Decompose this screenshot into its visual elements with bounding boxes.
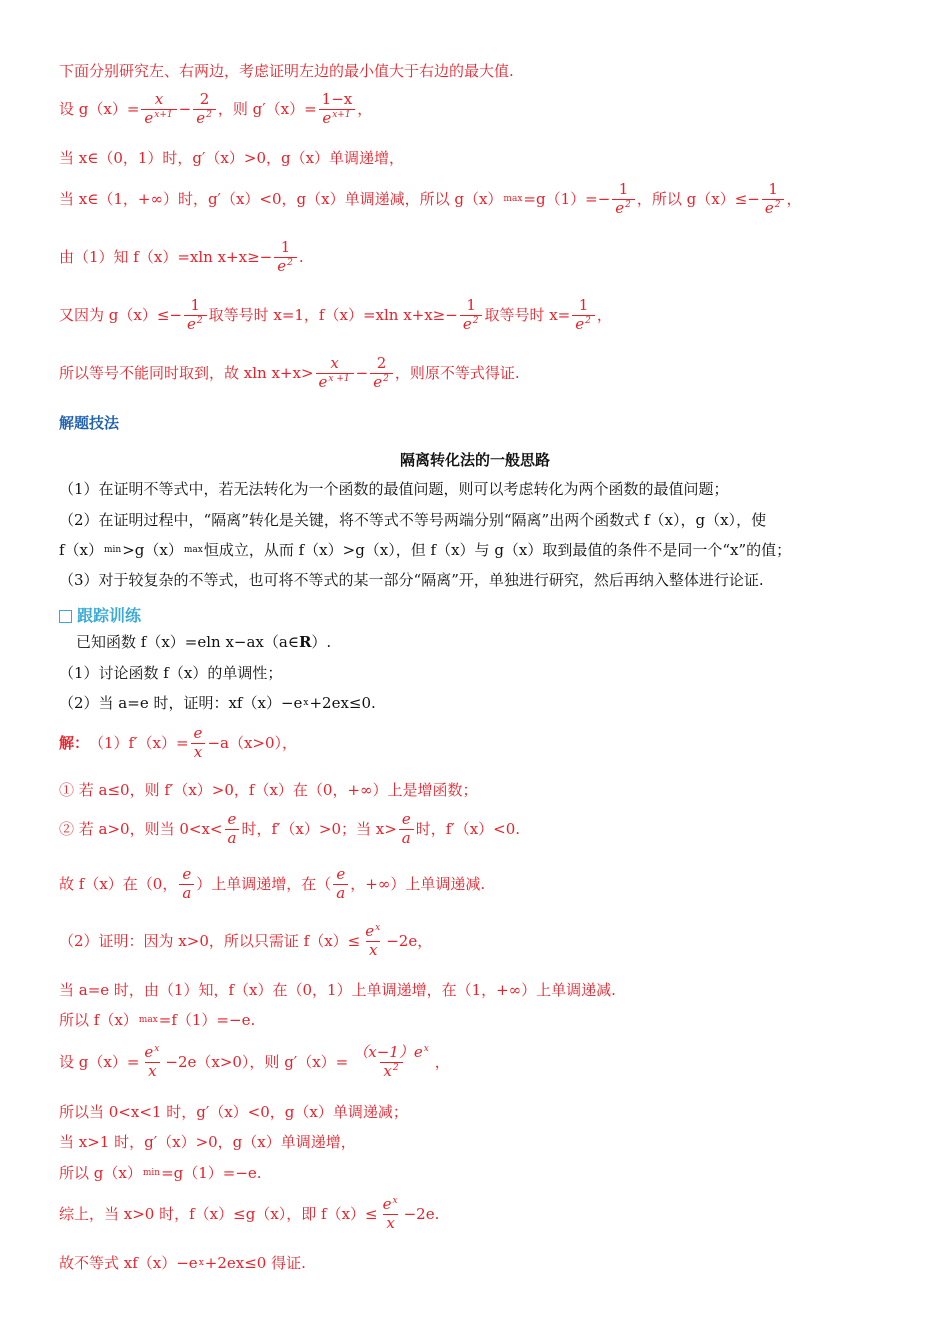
problem-line: （2）当 a=e 时，证明：xf（x）−e x +2ex≤0.: [59, 694, 376, 712]
fraction: $\frac{e}{a}$: [333, 867, 348, 902]
text-line: 当 x∈（0，1）时，g′（x）>0，g（x）单调递增，: [59, 149, 405, 167]
problem-line: （1）讨论函数 f（x）的单调性；: [59, 664, 283, 682]
text-line: （2）在证明过程中，“隔离”转化是关键，将不等式不等号两端分别“隔离”出两个函数式 f（x），g（x），使: [59, 511, 767, 529]
solution-line: 所以 g（x） min =g（1）=−e.: [59, 1164, 262, 1182]
solution-line: 故 f（x）在（0， $\frac{e}{a}$ ）上单调递增，在（ $\frac{e}{a}$ ，+∞）上单调递减.: [59, 865, 486, 902]
solution-line: ② 若 a>0，则当 0<x< $\frac{e}{a}$ 时，f′（x）>0；当 x> $\frac{e}{a}$ 时，f′（x）<0.: [59, 810, 521, 847]
fraction: $\frac{2}{e^2}$: [193, 92, 216, 127]
fraction: $\frac{e^x}{x}$: [365, 922, 381, 959]
solution-line: 当 x>1 时，g′（x）>0，g（x）单调递增，: [59, 1133, 356, 1151]
text-line: （3）对于较复杂的不等式，也可将不等式的某一部分“隔离”开，单独进行研究，然后再纳入整体进行论证.: [59, 571, 764, 589]
fraction: $\frac{1}{e^2}$: [572, 298, 595, 333]
text-line: （1）在证明不等式中，若无法转化为一个函数的最值问题，则可以考虑转化为两个函数的最值问题；: [59, 480, 729, 498]
fraction: $\frac{1}{e^2}$: [762, 182, 785, 217]
fraction: $\frac{e^x}{x}$: [382, 1195, 398, 1232]
fraction: $\frac{1}{e^2}$: [184, 298, 207, 333]
fraction: $\frac{1}{e^2}$: [460, 298, 483, 333]
solution-line: 当 a=e 时，由（1）知，f（x）在（0，1）上单调递增，在（1，+∞）上单调递减.: [59, 981, 616, 999]
fraction: $\frac{1-x}{e^{x+1}}$: [319, 92, 356, 127]
solution-line: 综上，当 x>0 时，f（x）≤g（x），即 f（x）≤ $\frac{e^x}{x}$ −2e.: [59, 1195, 440, 1232]
formula-line: 又因为 g（x）≤− $\frac{1}{e^2}$ 取等号时 x=1，f（x）=xln x+x≥− $\frac{1}{e^2}$ 取等号时 x= $\frac{1}{e^2}$ ，: [59, 296, 612, 333]
fraction: $\frac{1}{e^2}$: [274, 240, 297, 275]
solution-line: 所以当 0<x<1 时，g′（x）<0，g（x）单调递减；: [59, 1103, 408, 1121]
section-heading: 解题技法: [59, 414, 120, 432]
formula-line: 当 x∈（1，+∞）时，g′（x）<0，g（x）单调递减，所以 g（x） max =g（1）=− $\frac{1}{e^2}$ ，所以 g（x）≤− $\frac{1}{e^2}$ ，: [59, 180, 802, 217]
formula-line: 设 g（x）= $\frac{x}{e^{x+1}}$ − $\frac{2}{e^2}$ ，则 g′（x）= $\frac{1-x}{e^{x+1}}$ ，: [59, 90, 373, 127]
fraction: $\frac{e}{a}$: [399, 812, 414, 847]
fraction: $\frac{e^x}{x}$: [144, 1043, 160, 1080]
fraction: $\frac{e}{a}$: [225, 812, 240, 847]
technique-title: 隔离转化法的一般思路: [399, 451, 550, 469]
checkbox-icon: [59, 610, 72, 623]
solution-line: 故不等式 xf（x）−e x +2ex≤0 得证.: [59, 1254, 306, 1272]
formula-line: 由（1）知 f（x）=xln x+x≥− $\frac{1}{e^2}$ .: [59, 238, 304, 275]
fraction: $\frac{2}{e^2}$: [370, 356, 393, 391]
fraction: $\frac{e}{a}$: [179, 867, 194, 902]
track-heading: 跟踪训练: [59, 607, 141, 625]
fraction: $\frac{1}{e^2}$: [612, 182, 635, 217]
text-line: f（x） min >g（x） max 恒成立，从而 f（x）>g（x），但 f（x）与 g（x）取到最值的条件不是同一个“x”的值；: [59, 541, 792, 559]
problem-line: 已知函数 f（x）=eln x−ax（a∈ R ）.: [76, 633, 332, 651]
fraction: $\frac{x}{e^{x +1}}$: [316, 356, 354, 391]
solution-line: 所以 f（x） max =f（1）=−e.: [59, 1011, 256, 1029]
fraction: $\frac{(x-1)e^x}{x^2}$: [353, 1043, 429, 1080]
text-line: 下面分别研究左、右两边，考虑证明左边的最小值大于右边的最大值.: [59, 62, 514, 80]
solution-line: （2）证明：因为 x>0，所以只需证 f（x）≤ $\frac{e^x}{x}$ −2e，: [59, 922, 433, 959]
solution-line: 解： （1）f′（x）= $\frac{e}{x}$ −a（x>0），: [59, 724, 298, 761]
fraction: $\frac{x}{e^{x+1}}$: [141, 92, 176, 127]
fraction: $\frac{e}{x}$: [191, 726, 206, 761]
solution-line: 设 g（x）= $\frac{e^x}{x}$ −2e（x>0），则 g′（x）= $\frac{(x-1)e^x}{x^2}$ ，: [59, 1043, 450, 1080]
formula-line: 所以等号不能同时取到，故 xln x+x> $\frac{x}{e^{x +1}}$ − $\frac{2}{e^2}$ ，则原不等式得证.: [59, 354, 520, 391]
solution-line: ① 若 a≤0，则 f′（x）>0，f（x）在（0，+∞）上是增函数；: [59, 781, 478, 799]
